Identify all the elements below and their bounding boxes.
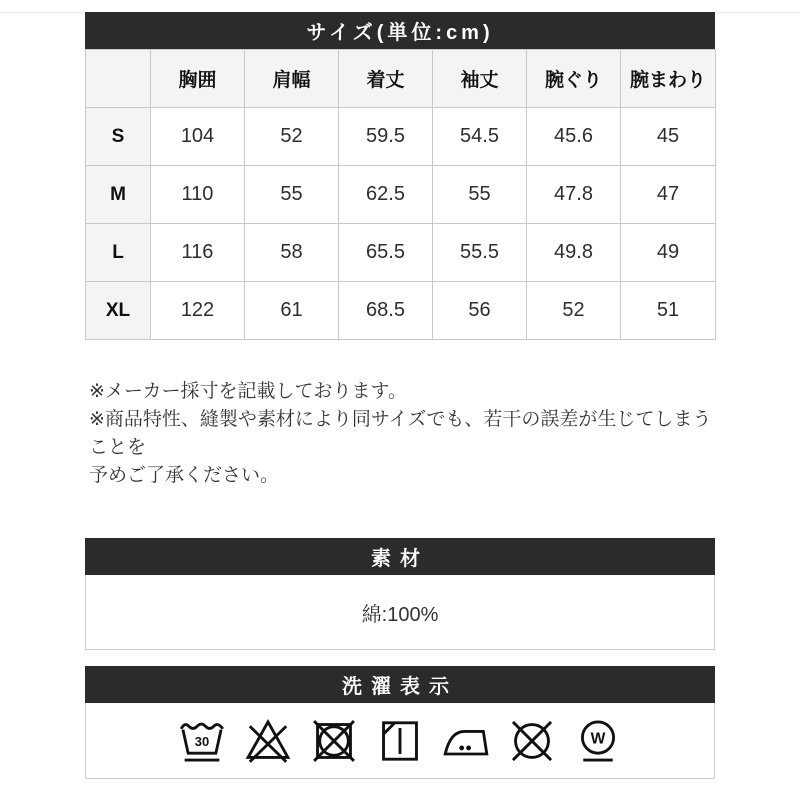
size-cell: 55 <box>433 166 527 224</box>
wash-30-mild-icon <box>176 713 228 769</box>
size-cell: 56 <box>433 282 527 340</box>
note-line: ※メーカー採寸を記載しております。 <box>89 381 408 402</box>
svg-text:W: W <box>590 730 606 748</box>
row-label-s: S <box>86 108 151 166</box>
table-row-m <box>86 166 716 224</box>
svg-text:30: 30 <box>194 733 210 749</box>
note-line: ことを <box>89 437 147 458</box>
size-table-header-row <box>86 50 716 108</box>
column-header-armhole: 腕ぐり <box>527 50 621 108</box>
material-value: 綿:100% <box>361 603 439 626</box>
note-line: ※商品特性、縫製や素材により同サイズでも、若干の誤差が生じてしまう <box>89 409 712 430</box>
laundry-title: 洗濯表示 <box>342 676 458 698</box>
size-cell: 45.6 <box>527 108 621 166</box>
content-column <box>85 12 715 779</box>
do-not-tumble-dry-icon <box>308 713 360 769</box>
wet-clean-mild-icon <box>572 713 624 769</box>
material-title: 素材 <box>371 548 429 570</box>
row-label-m: M <box>86 166 151 224</box>
column-header-shoulder: 肩幅 <box>245 50 339 108</box>
table-row-l <box>86 224 716 282</box>
note-line: 予めご了承ください。 <box>89 465 280 486</box>
iron-medium-two-dots-icon <box>440 713 492 769</box>
size-table <box>85 49 716 340</box>
do-not-bleach-icon <box>242 713 294 769</box>
row-label-l: L <box>86 224 151 282</box>
size-cell: 104 <box>151 108 245 166</box>
notes-block <box>85 378 715 490</box>
size-cell: 65.5 <box>339 224 433 282</box>
laundry-title-bar <box>85 666 715 703</box>
size-cell: 58 <box>245 224 339 282</box>
size-cell: 49 <box>621 224 716 282</box>
size-cell: 47 <box>621 166 716 224</box>
size-title: サイズ(単位:cm) <box>306 22 494 44</box>
material-title-bar <box>85 538 715 575</box>
size-cell: 59.5 <box>339 108 433 166</box>
column-header-length: 着丈 <box>339 50 433 108</box>
material-panel <box>85 575 715 650</box>
do-not-dry-clean-icon <box>506 713 558 769</box>
size-cell: 49.8 <box>527 224 621 282</box>
drip-dry-in-shade-icon <box>374 713 426 769</box>
size-cell: 68.5 <box>339 282 433 340</box>
size-cell: 54.5 <box>433 108 527 166</box>
size-cell: 51 <box>621 282 716 340</box>
row-label-xl: XL <box>86 282 151 340</box>
size-cell: 110 <box>151 166 245 224</box>
size-cell: 55 <box>245 166 339 224</box>
column-header-chest: 胸囲 <box>151 50 245 108</box>
size-cell: 61 <box>245 282 339 340</box>
column-header-arm-circumference: 腕まわり <box>621 50 716 108</box>
size-cell: 45 <box>621 108 716 166</box>
size-cell: 47.8 <box>527 166 621 224</box>
size-cell: 52 <box>527 282 621 340</box>
corner-cell <box>86 50 151 108</box>
size-cell: 62.5 <box>339 166 433 224</box>
table-row-s <box>86 108 716 166</box>
size-cell: 116 <box>151 224 245 282</box>
size-cell: 52 <box>245 108 339 166</box>
table-row-xl <box>86 282 716 340</box>
size-title-bar <box>85 12 715 49</box>
size-cell: 122 <box>151 282 245 340</box>
size-cell: 55.5 <box>433 224 527 282</box>
laundry-icons-row <box>85 703 715 779</box>
column-header-sleeve: 袖丈 <box>433 50 527 108</box>
